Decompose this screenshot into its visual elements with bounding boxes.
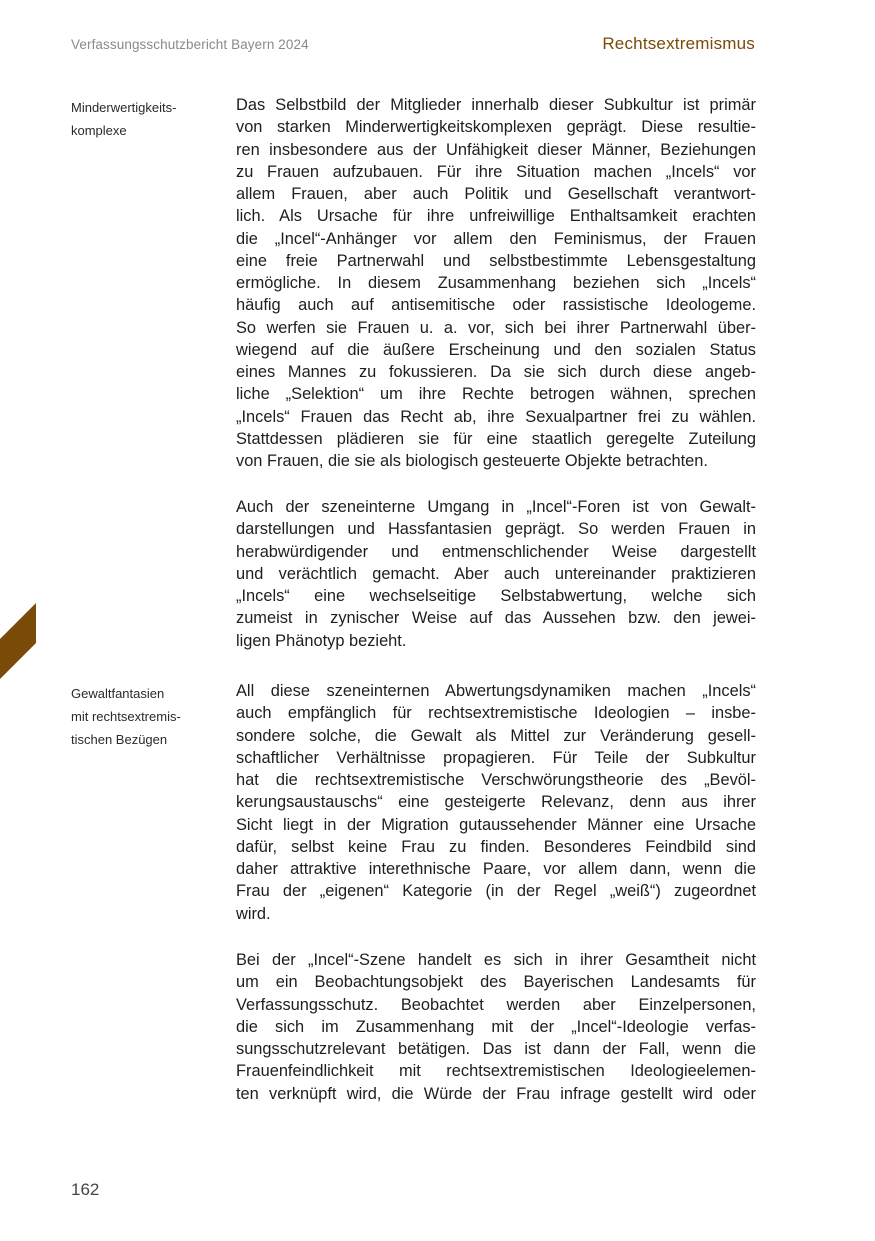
text-line: häufig auch auf antisemitische oder rassistische Ideologeme.: [236, 296, 756, 315]
text-line: von starken Minderwertigkeitskomplexen geprägt. Diese resultie-: [236, 118, 756, 137]
margin-note-line: Gewaltfantasien: [71, 686, 165, 701]
section-title: Rechtsextremismus: [602, 34, 755, 53]
text-line: wiegend auf die äußere Erscheinung und den sozialen Status: [236, 340, 756, 359]
text-line: Auch der szeneinterne Umgang in „Incel“-Foren ist von Gewalt-: [236, 498, 756, 516]
text-line: ren insbesondere aus der Unfähigkeit dieser Männer, Beziehungen: [236, 140, 756, 159]
text-line: sungsschutzrelevant betätigen. Das ist dann der Fall, wenn die: [236, 1040, 756, 1058]
text-line: zu Frauen aufzubauen. Für ihre Situation machen „Incels“ vor: [236, 162, 756, 181]
section-marker-tab: [0, 603, 36, 679]
text-line: kerungsaustauschs“ eine gesteigerte Relevanz, denn aus ihrer: [236, 793, 756, 812]
text-line: eine freie Partnerwahl und selbstbestimmte Lebensgestaltung: [236, 251, 756, 270]
margin-note-minderwertigkeit: [71, 96, 211, 142]
paragraph-4: [236, 949, 756, 1105]
margin-note-line: komplexe: [71, 123, 127, 138]
text-line: „Incels“ Frauen das Recht ab, ihre Sexualpartner frei zu wählen.: [236, 407, 756, 426]
text-line: ermögliche. In diesem Zusammenhang beziehen sich „Incels“: [236, 274, 756, 292]
text-line: All diese szeneinternen Abwertungsdynamiken machen „Incels“: [236, 682, 756, 700]
text-line: schaftlicher Verhältnisse propagieren. Für Teile der Subkultur: [236, 748, 756, 767]
margin-note-gewaltfantasien: [71, 682, 211, 751]
text-line: herabwürdigender und entmenschlichender Weise dargestellt: [236, 542, 756, 561]
text-line: Verfassungsschutz. Beobachtet werden aber Einzelpersonen,: [236, 995, 756, 1014]
paragraph-2: [236, 496, 756, 652]
text-line: allem Frauen, aber auch Politik und Gesellschaft verantwort-: [236, 185, 756, 203]
text-line: ligen Phänotyp bezieht.: [236, 631, 407, 650]
text-line: „Incels“ eine wechselseitige Selbstabwertung, welche sich: [236, 587, 756, 605]
text-line: die sich im Zusammenhang mit der „Incel“-Ideologie verfas-: [236, 1017, 756, 1036]
text-line: von Frauen, die sie als biologisch gesteuerte Objekte betrachten.: [236, 452, 708, 470]
text-line: die „Incel“-Anhänger vor allem den Feminismus, der Frauen: [236, 229, 756, 248]
text-line: lich. Als Ursache für ihre unfreiwillige Enthaltsamkeit erachten: [236, 207, 756, 226]
report-title: Verfassungsschutzbericht Bayern 2024: [71, 37, 309, 52]
text-line: um ein Beobachtungsobjekt des Bayerischen Landesamts für: [236, 973, 756, 992]
page-number: 162: [71, 1180, 100, 1199]
margin-note-line: Minderwertigkeits-: [71, 100, 177, 115]
text-line: und verächtlich gemacht. Aber auch untereinander praktizieren: [236, 564, 756, 583]
text-line: Frauenfeindlichkeit mit rechtsextremistischen Ideologieelemen-: [236, 1062, 756, 1081]
text-line: zumeist in zynischer Weise auf das Aussehen bzw. den jewei-: [236, 609, 756, 628]
margin-note-line: tischen Bezügen: [71, 732, 168, 747]
text-line: Stattdessen plädieren sie für eine staatlich geregelte Zuteilung: [236, 429, 756, 448]
text-line: darstellungen und Hassfantasien geprägt. So werden Frauen in: [236, 520, 756, 539]
text-line: Frau der „eigenen“ Kategorie (in der Regel „weiß“) zugeordnet: [236, 882, 756, 901]
text-line: dafür, selbst keine Frau zu finden. Besonderes Feindbild sind: [236, 837, 756, 856]
text-line: ten verknüpft wird, die Würde der Frau infrage gestellt wird oder: [236, 1084, 756, 1103]
text-line: So werfen sie Frauen u. a. vor, sich bei ihrer Partnerwahl über-: [236, 318, 756, 337]
text-line: wird.: [236, 904, 271, 923]
text-line: liche „Selektion“ um ihre Rechte betrogen wähnen, sprechen: [236, 385, 756, 404]
text-line: hat die rechtsextremistische Verschwörungstheorie des „Bevöl-: [236, 771, 756, 789]
text-line: eines Mannes zu fokussieren. Da sie sich durch diese angeb-: [236, 363, 756, 381]
paragraph-1: [236, 94, 756, 472]
text-line: daher attraktive interethnische Paare, vor allem dann, wenn die: [236, 860, 756, 878]
margin-note-line: mit rechtsextremis-: [71, 709, 181, 724]
text-line: Bei der „Incel“-Szene handelt es sich in ihrer Gesamtheit nicht: [236, 951, 756, 969]
text-line: Das Selbstbild der Mitglieder innerhalb dieser Subkultur ist primär: [236, 96, 756, 114]
text-line: sondere solche, die Gewalt als Mittel zur Veränderung gesell-: [236, 726, 756, 745]
paragraph-3: [236, 680, 756, 925]
text-line: Sicht liegt in der Migration gutaussehender Männer eine Ursache: [236, 815, 756, 834]
text-line: auch empfänglich für rechtsextremistische Ideologien – insbe-: [236, 704, 756, 723]
